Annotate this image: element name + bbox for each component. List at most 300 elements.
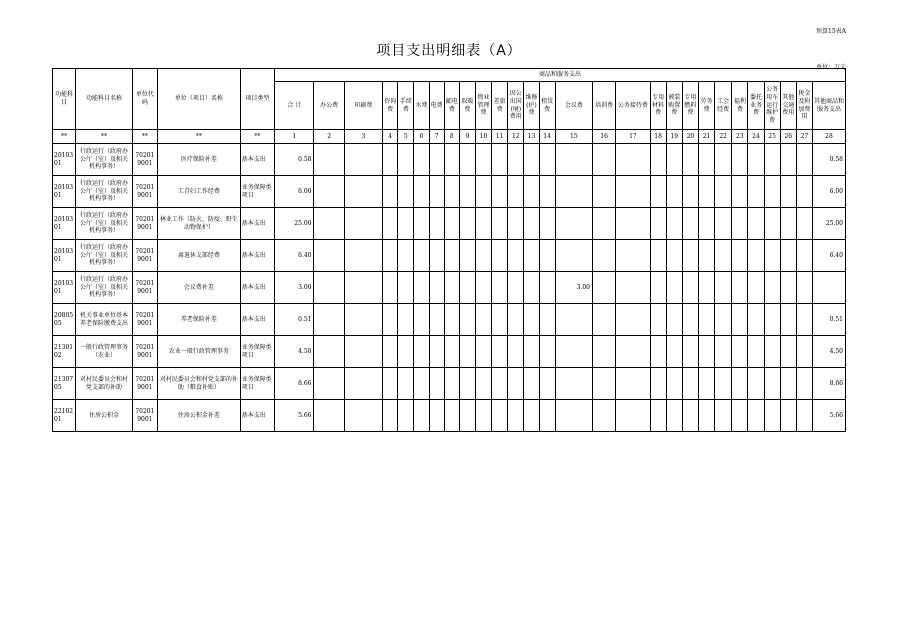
empty-cell xyxy=(698,144,714,176)
empty-cell xyxy=(344,400,382,432)
other-expense-cell: 5.66 xyxy=(812,400,845,432)
empty-cell xyxy=(475,304,491,336)
empty-cell xyxy=(344,272,382,304)
meeting-fee-cell xyxy=(555,240,592,272)
empty-cell xyxy=(748,240,764,272)
project-type-cell: 基本支出 xyxy=(240,272,274,304)
empty-cell xyxy=(616,304,650,336)
empty-cell xyxy=(698,240,714,272)
empty-cell xyxy=(616,176,650,208)
empty-cell xyxy=(459,144,475,176)
column-index: 27 xyxy=(796,130,812,144)
column-header: 差旅费 xyxy=(492,82,508,130)
empty-cell xyxy=(764,176,780,208)
empty-cell xyxy=(780,336,796,368)
empty-cell xyxy=(796,272,812,304)
empty-cell xyxy=(780,272,796,304)
empty-cell xyxy=(444,176,459,208)
empty-cell xyxy=(508,400,524,432)
empty-cell xyxy=(666,240,682,272)
empty-cell xyxy=(732,336,748,368)
unit-code-cell: 702019001 xyxy=(132,240,157,272)
column-index: 13 xyxy=(524,130,539,144)
column-index: 10 xyxy=(475,130,491,144)
column-index: 8 xyxy=(444,130,459,144)
empty-cell xyxy=(475,176,491,208)
column-index: 11 xyxy=(492,130,508,144)
empty-cell xyxy=(414,208,429,240)
project-name-cell: 林业工作（防火、防疫、野生动物保护） xyxy=(157,208,240,240)
meeting-fee-cell xyxy=(555,304,592,336)
empty-cell xyxy=(593,400,616,432)
empty-cell xyxy=(732,208,748,240)
empty-cell xyxy=(383,208,398,240)
unit-code-cell: 702019001 xyxy=(132,176,157,208)
empty-cell xyxy=(314,240,344,272)
column-header: 手续费 xyxy=(398,82,414,130)
empty-cell xyxy=(650,240,666,272)
meeting-fee-cell: 3.00 xyxy=(555,272,592,304)
empty-cell xyxy=(459,368,475,400)
empty-cell xyxy=(492,400,508,432)
column-header: 办公费 xyxy=(314,82,344,130)
empty-cell xyxy=(650,368,666,400)
empty-cell xyxy=(398,336,414,368)
empty-cell xyxy=(748,272,764,304)
empty-cell xyxy=(764,208,780,240)
column-header: 印刷费 xyxy=(344,82,382,130)
empty-cell xyxy=(650,208,666,240)
empty-cell xyxy=(593,336,616,368)
empty-cell xyxy=(593,176,616,208)
empty-cell xyxy=(715,208,732,240)
total-cell: 4.50 xyxy=(275,336,314,368)
empty-cell xyxy=(444,272,459,304)
empty-cell xyxy=(398,368,414,400)
empty-cell xyxy=(508,336,524,368)
column-header: 被装购置费 xyxy=(666,82,682,130)
empty-cell xyxy=(414,144,429,176)
column-index: 22 xyxy=(715,130,732,144)
index-mark: ** xyxy=(157,130,240,144)
column-header: 会议费 xyxy=(555,82,592,130)
column-index: 21 xyxy=(698,130,714,144)
empty-cell xyxy=(492,272,508,304)
unit-code-cell: 702019001 xyxy=(132,368,157,400)
column-header: 取暖费 xyxy=(459,82,475,130)
column-header: 专用材料费 xyxy=(650,82,666,130)
empty-cell xyxy=(698,304,714,336)
header-func-name: 功能科目名称 xyxy=(76,69,133,130)
empty-cell xyxy=(508,208,524,240)
empty-cell xyxy=(398,176,414,208)
empty-cell xyxy=(682,144,698,176)
empty-cell xyxy=(508,272,524,304)
table-row xyxy=(53,272,846,304)
function-name-cell: 行政运行（政府办公厅（室）及相关机构事务） xyxy=(76,272,133,304)
empty-cell xyxy=(748,176,764,208)
column-header: 因公出国(境)费用 xyxy=(508,82,524,130)
column-header: 电费 xyxy=(429,82,444,130)
column-index: 17 xyxy=(616,130,650,144)
function-code-cell: 2210201 xyxy=(53,400,76,432)
empty-cell xyxy=(682,304,698,336)
empty-cell xyxy=(508,176,524,208)
function-name-cell: 对村民委员会和村党支部的补助 xyxy=(76,368,133,400)
empty-cell xyxy=(666,368,682,400)
empty-cell xyxy=(796,336,812,368)
empty-cell xyxy=(414,240,429,272)
column-index: 20 xyxy=(682,130,698,144)
empty-cell xyxy=(593,144,616,176)
empty-cell xyxy=(593,272,616,304)
empty-cell xyxy=(444,400,459,432)
empty-cell xyxy=(508,240,524,272)
header-project-type: 项目类型 xyxy=(240,69,274,130)
empty-cell xyxy=(459,336,475,368)
column-header: 公务用车运行维护费 xyxy=(764,82,780,130)
empty-cell xyxy=(539,272,555,304)
empty-cell xyxy=(780,400,796,432)
meeting-fee-cell xyxy=(555,368,592,400)
empty-cell xyxy=(459,208,475,240)
empty-cell xyxy=(539,176,555,208)
empty-cell xyxy=(682,336,698,368)
column-index: 6 xyxy=(414,130,429,144)
page-title: 项目支出明细表（A） xyxy=(376,43,522,59)
empty-cell xyxy=(650,336,666,368)
empty-cell xyxy=(539,208,555,240)
table-row xyxy=(53,368,846,400)
empty-cell xyxy=(764,368,780,400)
empty-cell xyxy=(539,240,555,272)
empty-cell xyxy=(492,144,508,176)
column-header: 维修(护)费 xyxy=(524,82,539,130)
function-name-cell: 行政运行（政府办公厅（室）及相关机构事务） xyxy=(76,144,133,176)
empty-cell xyxy=(539,368,555,400)
unit-code-cell: 702019001 xyxy=(132,144,157,176)
empty-cell xyxy=(344,304,382,336)
empty-cell xyxy=(796,400,812,432)
empty-cell xyxy=(508,368,524,400)
empty-cell xyxy=(764,304,780,336)
empty-cell xyxy=(732,304,748,336)
empty-cell xyxy=(492,208,508,240)
function-code-cell: 2010301 xyxy=(53,144,76,176)
empty-cell xyxy=(666,304,682,336)
project-name-cell: 农业一般行政管理事务 xyxy=(157,336,240,368)
function-code-cell: 2010301 xyxy=(53,176,76,208)
empty-cell xyxy=(715,144,732,176)
empty-cell xyxy=(796,240,812,272)
other-expense-cell: 0.51 xyxy=(812,304,845,336)
empty-cell xyxy=(650,144,666,176)
project-type-cell: 基本支出 xyxy=(240,304,274,336)
column-index: 1 xyxy=(275,130,314,144)
unit-code-cell: 702019001 xyxy=(132,272,157,304)
empty-cell xyxy=(682,400,698,432)
empty-cell xyxy=(715,176,732,208)
empty-cell xyxy=(748,368,764,400)
other-expense-cell: 6.00 xyxy=(812,176,845,208)
empty-cell xyxy=(314,400,344,432)
function-name-cell: 行政运行（政府办公厅（室）及相关机构事务） xyxy=(76,240,133,272)
empty-cell xyxy=(764,272,780,304)
empty-cell xyxy=(666,272,682,304)
empty-cell xyxy=(698,400,714,432)
empty-cell xyxy=(748,400,764,432)
empty-cell xyxy=(732,272,748,304)
empty-cell xyxy=(698,336,714,368)
column-header: 专用燃料费 xyxy=(682,82,698,130)
column-index: 16 xyxy=(593,130,616,144)
empty-cell xyxy=(383,400,398,432)
column-header: 合 计 xyxy=(275,82,314,130)
function-code-cell: 2130705 xyxy=(53,368,76,400)
empty-cell xyxy=(748,208,764,240)
empty-cell xyxy=(383,240,398,272)
empty-cell xyxy=(429,400,444,432)
empty-cell xyxy=(508,304,524,336)
empty-cell xyxy=(682,240,698,272)
empty-cell xyxy=(398,208,414,240)
empty-cell xyxy=(666,208,682,240)
column-header: 福利费 xyxy=(732,82,748,130)
empty-cell xyxy=(780,304,796,336)
column-index: 18 xyxy=(650,130,666,144)
table-row xyxy=(53,400,846,432)
other-expense-cell: 8.66 xyxy=(812,368,845,400)
project-name-cell: 工青妇工作经费 xyxy=(157,176,240,208)
project-name-cell: 会议费补差 xyxy=(157,272,240,304)
empty-cell xyxy=(314,144,344,176)
column-header: 工会经费 xyxy=(715,82,732,130)
column-header: 税金及附加费用 xyxy=(796,82,812,130)
empty-cell xyxy=(459,272,475,304)
empty-cell xyxy=(475,400,491,432)
empty-cell xyxy=(524,368,539,400)
empty-cell xyxy=(682,176,698,208)
table-row xyxy=(53,336,846,368)
other-expense-cell: 0.58 xyxy=(812,144,845,176)
column-header: 水费 xyxy=(414,82,429,130)
empty-cell xyxy=(539,144,555,176)
budget-table xyxy=(52,68,846,432)
function-code-cell: 2010301 xyxy=(53,272,76,304)
empty-cell xyxy=(616,272,650,304)
column-header: 其他交通费用 xyxy=(780,82,796,130)
empty-cell xyxy=(383,304,398,336)
empty-cell xyxy=(539,400,555,432)
empty-cell xyxy=(764,240,780,272)
empty-cell xyxy=(444,368,459,400)
empty-cell xyxy=(666,176,682,208)
empty-cell xyxy=(429,336,444,368)
other-expense-cell: 6.40 xyxy=(812,240,845,272)
table-row xyxy=(53,304,846,336)
column-header: 咨询费 xyxy=(383,82,398,130)
empty-cell xyxy=(383,336,398,368)
empty-cell xyxy=(344,336,382,368)
empty-cell xyxy=(314,176,344,208)
empty-cell xyxy=(444,208,459,240)
empty-cell xyxy=(444,144,459,176)
empty-cell xyxy=(429,144,444,176)
table-row xyxy=(53,176,846,208)
column-index: 3 xyxy=(344,130,382,144)
meeting-fee-cell xyxy=(555,400,592,432)
column-index: 25 xyxy=(764,130,780,144)
project-name-cell: 对村民委员会和村党支部的补助（粮食补贴） xyxy=(157,368,240,400)
empty-cell xyxy=(414,304,429,336)
empty-cell xyxy=(492,304,508,336)
empty-cell xyxy=(764,336,780,368)
empty-cell xyxy=(344,368,382,400)
meeting-fee-cell xyxy=(555,144,592,176)
empty-cell xyxy=(796,176,812,208)
empty-cell xyxy=(429,176,444,208)
total-cell: 25.00 xyxy=(275,208,314,240)
empty-cell xyxy=(780,144,796,176)
empty-cell xyxy=(682,208,698,240)
empty-cell xyxy=(780,208,796,240)
empty-cell xyxy=(314,208,344,240)
project-type-cell: 基本支出 xyxy=(240,144,274,176)
empty-cell xyxy=(698,208,714,240)
empty-cell xyxy=(492,176,508,208)
empty-cell xyxy=(666,400,682,432)
column-index: 2 xyxy=(314,130,344,144)
empty-cell xyxy=(593,240,616,272)
column-header: 物业管理费 xyxy=(475,82,491,130)
total-cell: 8.66 xyxy=(275,368,314,400)
empty-cell xyxy=(764,144,780,176)
function-name-cell: 住房公积金 xyxy=(76,400,133,432)
column-header: 培训费 xyxy=(593,82,616,130)
empty-cell xyxy=(650,176,666,208)
empty-cell xyxy=(524,240,539,272)
project-name-cell: 离退休支部经费 xyxy=(157,240,240,272)
empty-cell xyxy=(539,336,555,368)
column-header: 其他商品和服务支出 xyxy=(812,82,845,130)
column-index: 4 xyxy=(383,130,398,144)
empty-cell xyxy=(398,240,414,272)
empty-cell xyxy=(524,208,539,240)
empty-cell xyxy=(383,176,398,208)
empty-cell xyxy=(780,368,796,400)
empty-cell xyxy=(314,336,344,368)
empty-cell xyxy=(616,144,650,176)
empty-cell xyxy=(444,336,459,368)
empty-cell xyxy=(344,240,382,272)
column-index: 15 xyxy=(555,130,592,144)
empty-cell xyxy=(492,368,508,400)
empty-cell xyxy=(715,240,732,272)
unit-code-cell: 702019001 xyxy=(132,304,157,336)
empty-cell xyxy=(398,272,414,304)
function-name-cell: 行政运行（政府办公厅（室）及相关机构事务） xyxy=(76,208,133,240)
column-index: 5 xyxy=(398,130,414,144)
unit-code-cell: 702019001 xyxy=(132,336,157,368)
empty-cell xyxy=(429,240,444,272)
empty-cell xyxy=(475,240,491,272)
empty-cell xyxy=(524,144,539,176)
empty-cell xyxy=(593,208,616,240)
total-cell: 0.51 xyxy=(275,304,314,336)
project-type-cell: 业务保障类项目 xyxy=(240,336,274,368)
column-index: 12 xyxy=(508,130,524,144)
total-cell: 3.00 xyxy=(275,272,314,304)
empty-cell xyxy=(715,368,732,400)
header-group-goods-services: 商品和服务支出 xyxy=(275,69,846,82)
total-cell: 6.00 xyxy=(275,176,314,208)
empty-cell xyxy=(539,304,555,336)
empty-cell xyxy=(524,400,539,432)
table-row xyxy=(53,144,846,176)
empty-cell xyxy=(344,176,382,208)
empty-cell xyxy=(398,400,414,432)
column-header: 公务接待费 xyxy=(616,82,650,130)
empty-cell xyxy=(715,304,732,336)
other-expense-cell: 25.00 xyxy=(812,208,845,240)
empty-cell xyxy=(429,368,444,400)
column-index: 9 xyxy=(459,130,475,144)
function-code-cell: 2010301 xyxy=(53,240,76,272)
empty-cell xyxy=(314,272,344,304)
empty-cell xyxy=(666,144,682,176)
empty-cell xyxy=(748,304,764,336)
empty-cell xyxy=(475,208,491,240)
empty-cell xyxy=(698,176,714,208)
empty-cell xyxy=(698,368,714,400)
empty-cell xyxy=(682,272,698,304)
meeting-fee-cell xyxy=(555,176,592,208)
empty-cell xyxy=(459,400,475,432)
empty-cell xyxy=(715,272,732,304)
table-row xyxy=(53,208,846,240)
empty-cell xyxy=(475,272,491,304)
empty-cell xyxy=(444,240,459,272)
empty-cell xyxy=(492,336,508,368)
meeting-fee-cell xyxy=(555,208,592,240)
empty-cell xyxy=(475,144,491,176)
index-mark: ** xyxy=(240,130,274,144)
project-type-cell: 基本支出 xyxy=(240,240,274,272)
empty-cell xyxy=(383,272,398,304)
function-code-cell: 2130102 xyxy=(53,336,76,368)
empty-cell xyxy=(444,304,459,336)
meeting-fee-cell xyxy=(555,336,592,368)
empty-cell xyxy=(524,336,539,368)
empty-cell xyxy=(344,208,382,240)
empty-cell xyxy=(616,368,650,400)
empty-cell xyxy=(698,272,714,304)
empty-cell xyxy=(398,144,414,176)
column-index: 24 xyxy=(748,130,764,144)
empty-cell xyxy=(398,304,414,336)
column-index: 23 xyxy=(732,130,748,144)
project-type-cell: 业务保障类项目 xyxy=(240,368,274,400)
empty-cell xyxy=(429,304,444,336)
empty-cell xyxy=(715,400,732,432)
function-name-cell: 机关事业单位基本养老保险缴费支出 xyxy=(76,304,133,336)
unit-code-cell: 702019001 xyxy=(132,208,157,240)
empty-cell xyxy=(732,176,748,208)
other-expense-cell xyxy=(812,272,845,304)
column-index: 26 xyxy=(780,130,796,144)
empty-cell xyxy=(732,368,748,400)
header-func-code: 功能科目 xyxy=(53,69,76,130)
